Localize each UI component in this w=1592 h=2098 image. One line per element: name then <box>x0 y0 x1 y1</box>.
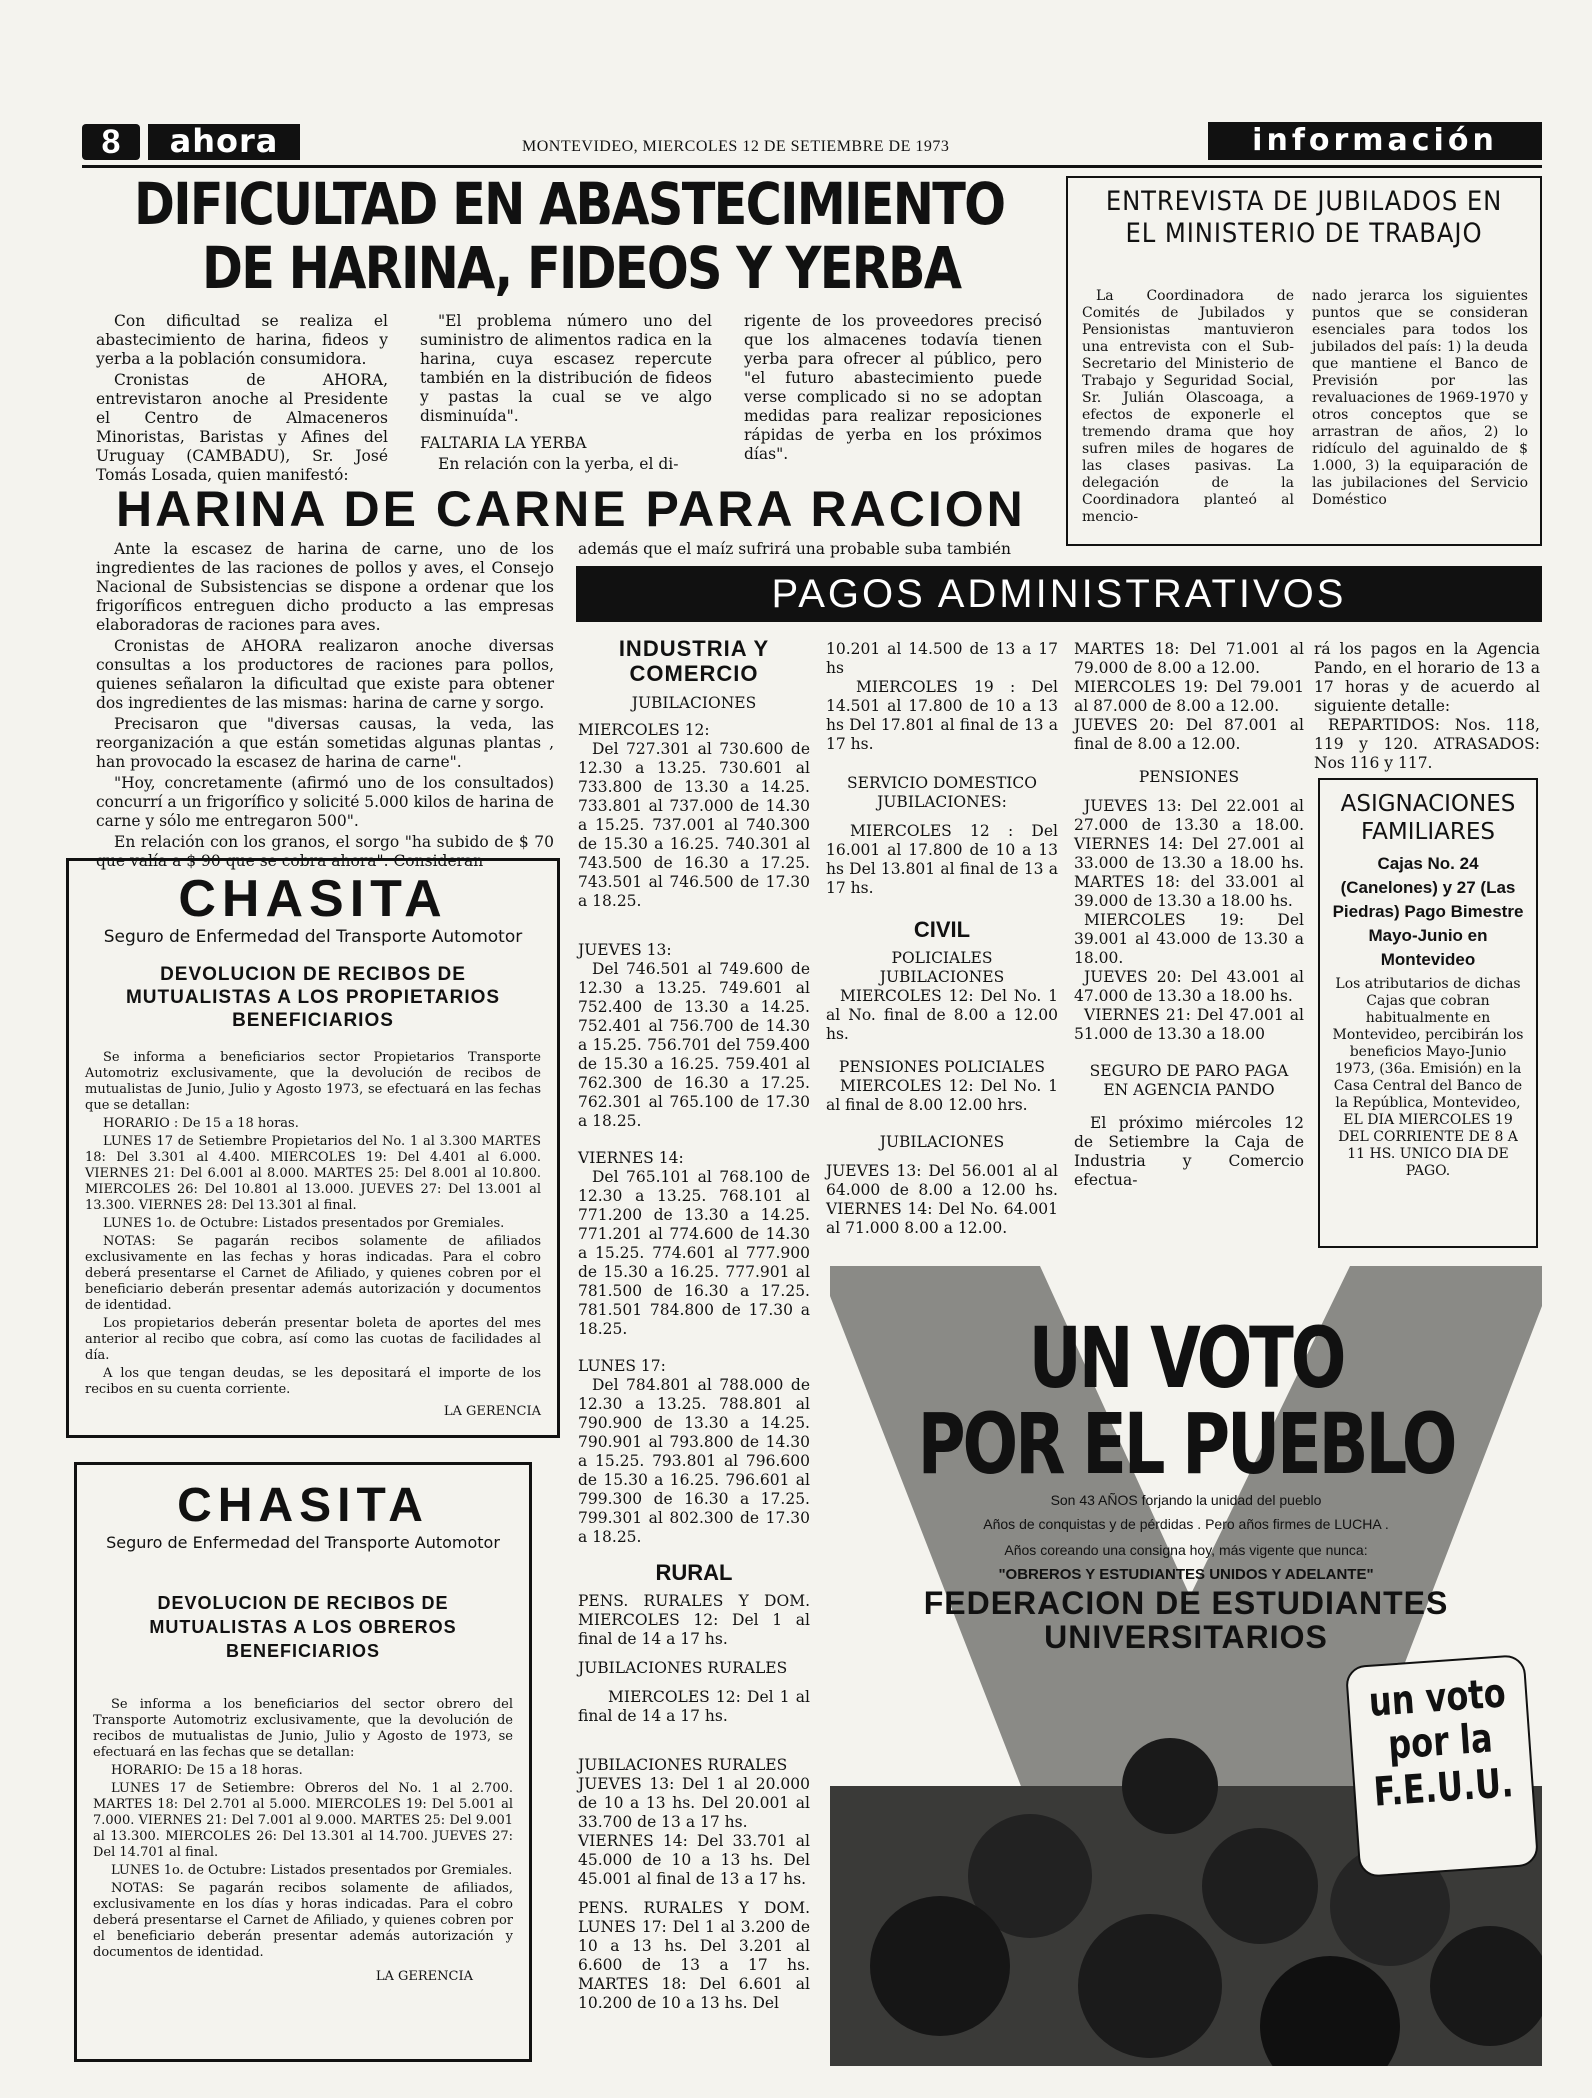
paragraph: Ante la escasez de harina de carne, uno de los ingredientes de las raciones de pollos y aves, el Consejo Nacional de Subsistencias se dispone a ordenar que los frigoríficos entreguen dicho producto a las empresas elaboradoras de raciones para aves. <box>96 540 554 634</box>
paragraph: NOTAS: Se pagarán recibos solamente de afiliados exclusivamente en las fechas y horas indicadas. Para el cobro deberá presentarse el Carnet de Afiliado, y quienes cobren por el beneficiario deberán presentar además autorización y documentos de identidad. <box>85 1234 541 1313</box>
day-label: VIERNES 14: <box>578 1149 684 1167</box>
policiales-label: POLICIALES <box>891 949 993 967</box>
carne-continuation: además que el maíz sufrirá una probable suba también <box>578 540 1011 558</box>
schedule-text: JUEVES 13: Del 56.001 al al 64.000 de 8.00 a 12.00 hs. VIERNES 14: Del No. 64.001 al 71.000 8.00 a 12.00. <box>826 1162 1058 1237</box>
jubilados-title-1: ENTREVISTA DE JUBILADOS EN <box>1105 186 1503 217</box>
masthead-rule <box>82 165 1542 168</box>
chasita-subtitle: Seguro de Enfermedad del Transporte Automotor <box>106 1533 500 1552</box>
masthead <box>82 122 1542 164</box>
paragraph: LUNES 1o. de Octubre: Listados presentados por Gremiales. <box>103 1216 505 1231</box>
pagos-col1 <box>578 636 810 2013</box>
paragraph: En relación con los granos, el sorgo "ha subido de $ 70 que valía a $ 90 que se cobra ahora". Consideran <box>96 833 554 870</box>
jubilados-col2: nado jerarca los siguientes puntos que se consideran esenciales para todos los jubilados del país: 1) la deuda que mantiene el Banco de Previsión por las revaluaciones de 1969-1970 y otros conceptos que se arrastran de años, 2) lo ridículo del aguinaldo de $ 1.000, 3) la equiparación de las jubilaciones del Servicio Doméstico <box>1312 288 1528 508</box>
ad-org-1: FEDERACION DE ESTUDIANTES <box>923 1585 1449 1621</box>
asignaciones-text: Los atributarios de dichas Cajas que cobran habitualmente en Montevideo, percibirán los beneficios Mayo-Junio 1973, (36a. Emisión) en la Casa Central del Banco de la República, Montevideo, EL DIA MIERCOLES 19 DEL CORRIENTE DE 8 A 11 HS. UNICO DIA DE PAGO. <box>1332 976 1524 1179</box>
paragraph: Se informa a beneficiarios sector Propietarios Transporte Automotriz exclusivamente, que la devolución de recibos de mutualistas de Junio, Julio y Agosto 1973, se efectuará en las fechas que se detallan: <box>85 1050 541 1113</box>
seguro-title: SEGURO DE PARO PAGA EN AGENCIA PANDO <box>1089 1062 1289 1099</box>
chasita-body <box>85 1050 541 1398</box>
ad-headline-1: UN VOTO <box>1028 1309 1344 1407</box>
chasita-box-1 <box>66 858 560 1438</box>
block-lunes <box>578 1357 810 1547</box>
rural-text: JUEVES 13: Del 1 al 20.000 de 10 a 13 hs. Del 20.001 al 33.700 de 13 a 17 hs. <box>578 1775 810 1831</box>
schedule-text: El próximo miércoles 12 de Setiembre la Caja de Industria y Comercio efectua- <box>1074 1114 1304 1189</box>
rural-text: VIERNES 14: Del 33.701 al 45.000 de 10 a 13 hs. Del 45.001 al final de 13 a 17 hs. <box>578 1832 810 1888</box>
paragraph: Cronistas de AHORA, entrevistaron anoche al Presidente el Centro de Almaceneros Minoristas, Baristas y Afines del Uruguay (CAMBADU), Sr. José Tomás Losada, quien manifestó: <box>96 371 388 484</box>
schedule-text: MIERCOLES 12: Del No. 1 al No. final de 8.00 a 12.00 hs. <box>826 987 1058 1043</box>
pagos-col2 <box>826 640 1058 1238</box>
harina-col1 <box>96 312 388 487</box>
headline-line1: DIFICULTAD EN ABASTECIMIENTO <box>134 170 1005 238</box>
schedule-text: Del 727.301 al 730.600 de 12.30 a 13.25. 730.601 al 733.800 de 13.30 a 14.25. 733.801 al 737.000 de 14.30 a 15.25. 737.001 al 740.300 de 15.30 a 16.25. 740.301 al 743.500 de 16.30 a 17.25. 743.501 al 746.500 de 17.30 a 18.25. <box>578 740 810 910</box>
block-miercoles <box>578 721 810 911</box>
schedule-text: JUEVES 20: Del 87.001 al final de 8.00 a 12.00. <box>1074 716 1304 753</box>
servicio-sub: JUBILACIONES: <box>877 793 1007 811</box>
ad-text: Años coreando una consigna hoy, más vigente que nunca: <box>1004 1542 1368 1558</box>
paragraph: HORARIO : De 15 a 18 horas. <box>103 1116 299 1131</box>
schedule-text: Del 746.501 al 749.600 de 12.30 a 13.25. 749.601 al 752.400 de 13.30 a 14.25. 752.401 al 756.700 de 14.30 a 15.25. 756.701 del 759.400 de 15.30 a 16.25. 759.401 al 762.300 de 16.30 a 17.25. 762.301 al 765.100 de 17.30 a 18.25. <box>578 960 810 1130</box>
headline-line2: DE HARINA, FIDEOS Y YERBA <box>202 234 961 302</box>
schedule-text: MIERCOLES 19: Del 79.001 al 87.000 de 8.00 a 12.00. <box>1074 678 1304 715</box>
chasita-body <box>93 1697 513 1961</box>
jubilados-box <box>1066 176 1542 546</box>
article-harina <box>90 172 1050 502</box>
rural-text: JUBILACIONES RURALES <box>578 1756 788 1774</box>
badge-line: F.E.U.U. <box>1372 1760 1515 1816</box>
paragraph: HORARIO: De 15 a 18 horas. <box>111 1763 303 1778</box>
paragraph: Cronistas de AHORA realizaron anoche diversas consultas a los productores de raciones para pollos, quienes señalaron la dificultad que existe para obtener dos ingredientes de las mismas: harina de carne y sorgo. <box>96 637 554 712</box>
paragraph: A los que tengan deudas, se les depositará el importe de los recibos en su cuenta corriente. <box>85 1366 541 1397</box>
paragraph: Con dificultad se realiza el abastecimiento de harina, fideos y yerba a la población consumidora. <box>96 312 388 368</box>
ad-text: Son 43 AÑOS forjando la unidad del pueblo <box>1050 1492 1322 1508</box>
harina-col2 <box>420 312 712 476</box>
asignaciones-title: ASIGNACIONES FAMILIARES <box>1340 791 1516 845</box>
schedule-text: JUEVES 20: Del 43.001 al 47.000 de 13.30 a 18.00 hs. <box>1074 968 1304 1005</box>
signature: LA GERENCIA <box>375 1969 473 1984</box>
pensiones-title: PENSIONES <box>1138 768 1240 786</box>
schedule-text: JUEVES 13: Del 22.001 al 27.000 de 13.30 a 18.00. VIERNES 14: Del 27.001 al 33.000 de 13.30 a 18.00 hs. MARTES 18: del 33.001 al 39.000 de 13.30 a 18.00 hs. <box>1074 797 1304 910</box>
subhead: FALTARIA LA YERBA <box>420 434 587 452</box>
chasita-heading: DEVOLUCION DE RECIBOS DE MUTUALISTAS A LOS PROPIETARIOS BENEFICIARIOS <box>125 964 501 1031</box>
paragraph: Se informa a los beneficiarios del sector obrero del Transporte Automotriz exclusivamente, que la devolución de recibos de mutualistas de Junio, Julio y Agosto de 1973, se efectuará en las fechas que se detallan: <box>93 1697 513 1760</box>
schedule-text: 10.201 al 14.500 de 13 a 17 hs <box>826 640 1058 677</box>
dateline: MONTEVIDEO, MIERCOLES 12 DE SETIEMBRE DE 1973 <box>522 138 950 155</box>
paragraph: LUNES 17 de Setiembre Propietarios del No. 1 al 3.300 MARTES 18: Del 3.301 al 4.400. MIERCOLES 19: Del 4.401 al 6.000. VIERNES 21: Del 6.001 al 8.000. MARTES 25: Del 8.001 al 10.800. MIERCOLES 26: Del 10.801 al 13.000. JUEVES 27: Del 13.001 al 13.300. VIERNES 28: Del 13.301 al final. <box>85 1134 541 1213</box>
jubilaciones-label: JUBILACIONES <box>879 1133 1005 1151</box>
page-number: 8 <box>82 124 140 160</box>
chasita-subtitle: Seguro de Enfermedad del Transporte Automotor <box>103 927 523 947</box>
schedule-text: MIERCOLES 12: Del No. 1 al final de 8.00 12.00 hrs. <box>826 1077 1058 1114</box>
rural-text: JUBILACIONES RURALES <box>578 1659 788 1677</box>
ad-org-2: UNIVERSITARIOS <box>1044 1619 1328 1655</box>
paragraph: Los propietarios deberán presentar boleta de aportes del mes anterior al recibo que cobra, así como las cuotas de facilidades al día. <box>85 1316 541 1363</box>
asignaciones-box <box>1318 778 1538 1248</box>
ad-slogan: "OBREROS Y ESTUDIANTES UNIDOS Y ADELANTE" <box>998 1566 1374 1583</box>
harina-col3 <box>744 312 1042 466</box>
section-label: información <box>1208 122 1542 160</box>
servicio-title: SERVICIO DOMESTICO <box>847 774 1037 792</box>
schedule-text: VIERNES 21: Del 47.001 al 51.000 de 13.30 a 18.00 <box>1074 1006 1304 1043</box>
pensiones-policiales: PENSIONES POLICIALES <box>838 1058 1046 1076</box>
chasita-heading: DEVOLUCION DE RECIBOS DE MUTUALISTAS A LOS OBREROS BENEFICIARIOS <box>149 1593 457 1661</box>
rural-text: MIERCOLES 12: Del 1 al final de 14 a 17 hs. <box>578 1688 810 1725</box>
schedule-text: Del 784.801 al 788.000 de 12.30 a 13.25. 788.801 al 790.900 de 13.30 a 14.25. 790.901 al 793.800 de 14.30 a 15.25. 793.801 al 796.600 de 15.30 a 16.25. 796.601 al 799.300 de 16.30 a 17.25. 799.301 al 802.300 de 17.30 a 18.25. <box>578 1376 810 1546</box>
jubilados-title-2: EL MINISTERIO DE TRABAJO <box>1125 218 1483 249</box>
schedule-text: REPARTIDOS: Nos. 118, 119 y 120. ATRASADOS: Nos 116 y 117. <box>1314 716 1540 772</box>
feuu-badge <box>1345 1654 1539 1878</box>
jubilaciones-sub: JUBILACIONES <box>631 694 757 712</box>
day-label: MIERCOLES 12: <box>578 721 710 739</box>
paragraph: Precisaron que "diversas causas, la veda, las reorganización a que están sometidas algunas plantas , han provocado la escasez de harina de carne". <box>96 715 554 771</box>
industria-title: INDUSTRIA Y COMERCIO <box>618 636 770 686</box>
schedule-text: rá los pagos en la Agencia Pando, en el horario de 13 a 17 horas y de acuerdo al siguiente detalle: <box>1314 640 1540 715</box>
day-label: JUEVES 13: <box>578 941 672 959</box>
rural-text: PENS. RURALES Y DOM. LUNES 17: Del 1 al 3.200 de 10 a 13 hs. Del 3.201 al 6.600 de 13 a 17 hs. MARTES 18: Del 6.601 al 10.200 de 10 a 13 hs. Del <box>578 1899 810 2012</box>
badge-line: por la <box>1386 1715 1494 1769</box>
chasita-title: CHASITA <box>178 870 448 928</box>
paper-name: ahora <box>148 124 300 160</box>
schedule-text: MIERCOLES 12 : Del 16.001 al 17.800 de 10 a 13 hs Del 13.801 al final de 13 a 17 hs. <box>826 822 1058 897</box>
paragraph: LUNES 1o. de Octubre: Listados presentados por Gremiales. <box>111 1863 513 1878</box>
rural-title: RURAL <box>655 1560 733 1585</box>
pagos-col3 <box>1074 640 1304 1190</box>
rural-text: PENS. RURALES Y DOM. MIERCOLES 12: Del 1 al final de 14 a 17 hs. <box>578 1592 810 1648</box>
pagos-col4 <box>1314 640 1540 773</box>
paragraph: LUNES 17 de Setiembre: Obreros del No. 1 al 2.700. MARTES 18: Del 2.701 al 5.000. MIERCOLES 19: Del 5.001 al 7.000. VIERNES 21: Del 7.001 al 9.000. MARTES 25: Del 9.001 al 13.300. MIERCOLES 26: Del 13.301 al 14.700. JUEVES 27: Del 14.701 al final. <box>93 1781 513 1860</box>
pagos-banner: PAGOS ADMINISTRATIVOS <box>576 566 1542 622</box>
day-label: LUNES 17: <box>578 1357 666 1375</box>
block-jueves <box>578 941 810 1131</box>
ad-headline-2: POR EL PUEBLO <box>917 1395 1455 1493</box>
schedule-text: Del 765.101 al 768.100 de 12.30 a 13.25. 768.101 al 771.200 de 13.30 a 14.25. 771.201 al 774.600 de 14.30 a 15.25. 774.601 al 777.900 de 15.30 a 16.25. 777.901 al 781.500 de 16.30 a 17.25. 781.501 784.800 de 17.30 a 18.25. <box>578 1168 810 1338</box>
paragraph: "Hoy, concretamente (afirmó uno de los consultados) concurrí a un frigorífico y solicité 5.000 kilos de harina de carne y sólo me entregaron 500". <box>96 774 554 830</box>
carne-body <box>96 540 554 873</box>
feuu-ad <box>830 1266 1542 2066</box>
schedule-text: MIERCOLES 19 : Del 14.501 al 17.800 de 10 a 13 hs Del 17.801 al final de 13 a 17 hs. <box>826 678 1058 753</box>
paragraph: NOTAS: Se pagarán recibos solamente de afiliados, exclusivamente en los días y horas indicadas. Para el cobro deberá presentarse el Carnet de Afiliado, y quienes cobren por el beneficiario deberán presentar además autorización y documentos de identidad. <box>93 1881 513 1960</box>
signature: LA GERENCIA <box>443 1404 541 1419</box>
schedule-text: MARTES 18: Del 71.001 al 79.000 de 8.00 a 12.00. <box>1074 640 1304 677</box>
badge-line: un voto <box>1367 1670 1508 1726</box>
chasita-title: CHASITA <box>177 1479 429 1532</box>
schedule-text: MIERCOLES 19: Del 39.001 al 43.000 de 13.30 a 18.00. <box>1074 911 1304 967</box>
block-viernes <box>578 1149 810 1339</box>
carne-headline: HARINA DE CARNE PARA RACION <box>116 481 1026 537</box>
ad-text: Años de conquistas y de pérdidas . Pero años firmes de LUCHA . <box>983 1516 1389 1532</box>
chasita-box-2 <box>74 1462 532 2062</box>
civil-title: CIVIL <box>913 917 971 942</box>
jubilados-col1: La Coordinadora de Comités de Jubilados y Pensionistas mantuvieron una entrevista con el Sub-Secretario del Ministerio de Trabajo y Seguridad Social, Sr. Julián Olascoaga, a efectos de exponerle el tremendo drama que hoy sufren miles de hogares de las clases pasivas. La delegación de la Coordinadora planteó al mencio- <box>1082 288 1294 525</box>
paragraph: rigente de los proveedores precisó que los almacenes todavía tienen yerba para ofrecer al público, pero "el futuro abastecimiento puede verse complicado si no se adoptan medidas para realizar reposiciones rápidas de yerba en los próximos días". <box>744 312 1042 463</box>
paragraph: En relación con la yerba, el di- <box>438 455 679 473</box>
asignaciones-subtitle: Cajas No. 24 (Canelones) y 27 (Las Piedras) Pago Bimestre Mayo-Junio en Montevideo <box>1332 854 1524 969</box>
paragraph: "El problema número uno del suministro de alimentos radica en la harina, cuya escasez repercute también en la distribución de fideos y pastas la cual se ve algo disminuída". <box>420 312 712 425</box>
jubilaciones-label: JUBILACIONES <box>879 968 1005 986</box>
